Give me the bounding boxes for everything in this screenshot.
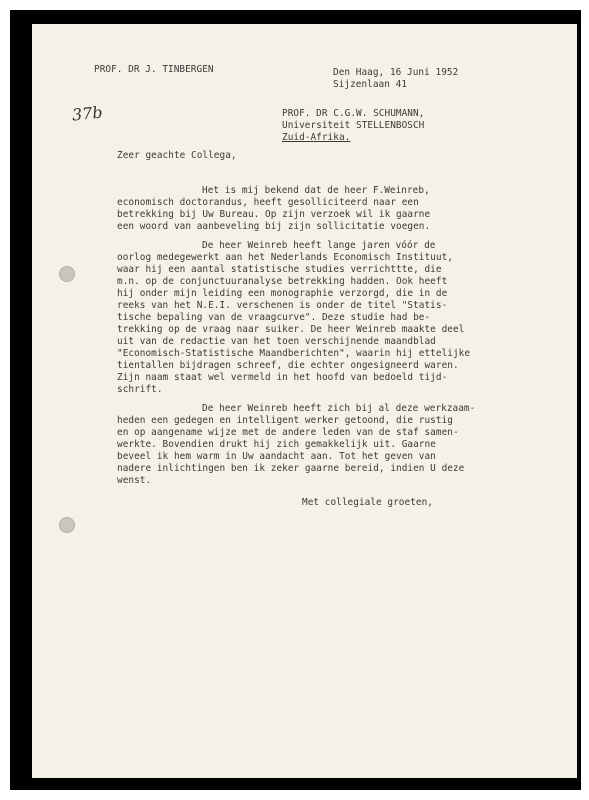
paragraph-line: wenst. [117, 475, 152, 486]
recipient-institution: Universiteit STELLENBOSCH [282, 120, 425, 131]
paragraph-line: beveel ik hem warm in Uw aandacht aan. Tot het geven van [117, 451, 436, 462]
sender-address: Sijzenlaan 41 [333, 79, 408, 90]
paragraph-line: werkte. Bovendien drukt hij zich gemakkelijk uit. Gaarne [117, 439, 436, 450]
handwritten-reference: 37b [71, 102, 104, 125]
paragraph-line: tische bepaling van de vraagcurve". Deze studie had be- [117, 312, 431, 323]
paragraph-line: economisch doctorandus, heeft gesolliciteerd naar een [117, 197, 419, 208]
paragraph-line: trekking op de vraag naar suiker. De heer Weinreb maakte deel [117, 324, 465, 335]
paragraph-line: uit van de redactie van het toen verschijnende maandblad [117, 336, 436, 347]
paragraph-line: een woord van aanbeveling bij zijn sollicitatie voegen. [117, 221, 431, 232]
sender-name: PROF. DR J. TINBERGEN [94, 64, 214, 75]
paragraph-line: reeks van het N.E.I. verschenen is onder de titel "Statis- [117, 300, 448, 311]
punch-hole-top [59, 266, 75, 282]
paragraph-line: Zijn naam staat wel vermeld in het hoofd van bedoeld tijd- [117, 372, 448, 383]
paragraph-line: en op aangename wijze met de andere leden van de staf samen- [117, 427, 459, 438]
closing: Met collegiale groeten, [302, 497, 433, 508]
paragraph-line: tientallen bijdragen schreef, die echter ongesigneerd waren. [117, 360, 459, 371]
paragraph-line: m.n. op de conjunctuuranalyse betrekking hadden. Ook heeft [117, 276, 448, 287]
paragraph-line: De heer Weinreb heeft zich bij al deze werkzaam- [202, 403, 476, 414]
paragraph-line: hij onder mijn leiding een monographie verzorgd, die in de [117, 288, 448, 299]
paragraph-line: oorlog medegewerkt aan het Nederlands Economisch Instituut, [117, 252, 453, 263]
paragraph-line: heden een gedegen en intelligent werker getoond, die rustig [117, 415, 453, 426]
recipient-country: Zuid-Afrika. [282, 132, 351, 143]
paragraph-line: "Economisch-Statistische Maandberichten", waarin hij ettelijke [117, 348, 471, 359]
punch-hole-bottom [59, 517, 75, 533]
recipient-name: PROF. DR C.G.W. SCHUMANN, [282, 108, 425, 119]
paragraph-line: waar hij een aantal statistische studies verrichttte, die [117, 264, 442, 275]
paragraph-line: Het is mij bekend dat de heer F.Weinreb, [202, 185, 430, 196]
paragraph-line: De heer Weinreb heeft lange jaren vóór de [202, 240, 436, 251]
paragraph-line: schrift. [117, 384, 163, 395]
paragraph-line: betrekking bij Uw Bureau. Op zijn verzoek wil ik gaarne [117, 209, 431, 220]
place-date: Den Haag, 16 Juni 1952 [333, 67, 459, 78]
paragraph-line: nadere inlichtingen ben ik zeker gaarne bereid, indien U deze [117, 463, 465, 474]
salutation: Zeer geachte Collega, [117, 150, 237, 161]
